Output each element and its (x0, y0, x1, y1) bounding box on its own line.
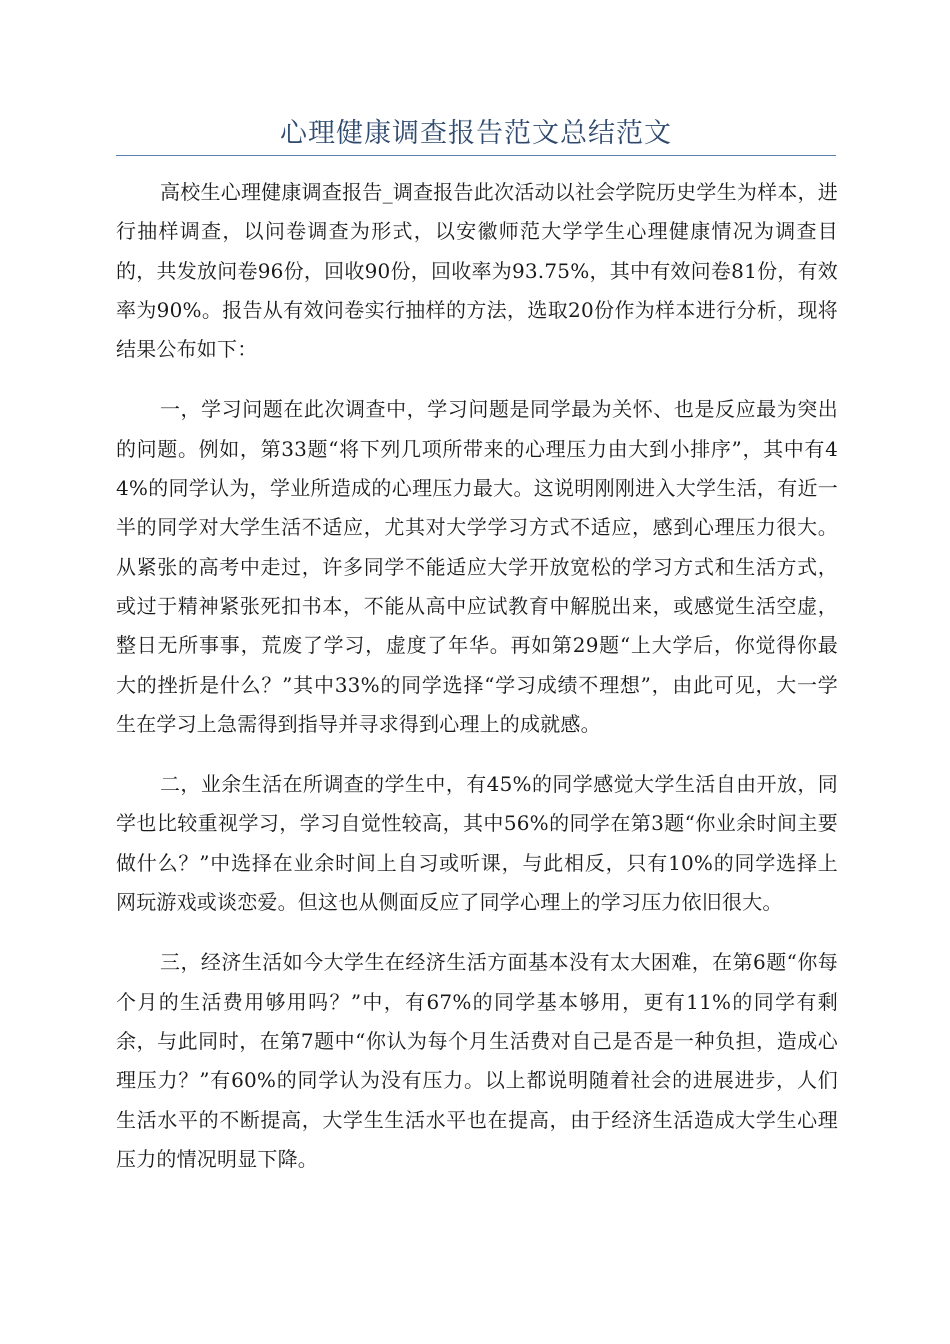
document-body (116, 173, 838, 1200)
paragraph-economic-life: 三，经济生活如今大学生在经济生活方面基本没有太大困难，在第6题“你每个月的生活费用够用吗？”中，有67%的同学基本够用，更有11%的同学有剩余，与此同时，在第7题中“你认为每个月生活费对自己是否是一种负担，造成心理压力？”有60%的同学认为没有压力。以上都说明随着社会的进展进步，人们生活水平的不断提高，大学生生活水平也在提高，由于经济生活造成大学生心理压力的情况明显下降。 (116, 950, 838, 1171)
paragraph-study-problems: 一，学习问题在此次调查中，学习问题是同学最为关怀、也是反应最为突出的问题。例如，第33题“将下列几项所带来的心理压力由大到小排序”，其中有44%的同学认为，学业所造成的心理压力最大。这说明刚刚进入大学生活，有近一半的同学对大学生活不适应，尤其对大学学习方式不适应，感到心理压力很大。从紧张的高考中走过，许多同学不能适应大学开放宽松的学习方式和生活方式，或过于精神紧张死扣书本，不能从高中应试教育中解脱出来，或感觉生活空虚，整日无所事事，荒废了学习，虚度了年华。再如第29题“上大学后，你觉得你最大的挫折是什么？”其中33%的同学选择“学习成绩不理想”，由此可见，大一学生在学习上急需得到指导并寻求得到心理上的成就感。 (116, 397, 838, 736)
document-title: 心理健康调查报告范文总结范文 (280, 118, 672, 149)
paragraph-leisure-life: 二，业余生活在所调查的学生中，有45%的同学感觉大学生活自由开放，同学也比较重视学习，学习自觉性较高，其中56%的同学在第3题“你业余时间主要做什么？”中选择在业余时间上自习或听课，与此相反，只有10%的同学选择上网玩游戏或谈恋爱。但这也从侧面反应了同学心理上的学习压力依旧很大。 (116, 772, 838, 915)
title-underline (116, 155, 836, 156)
paragraph-intro: 高校生心理健康调查报告_调查报告此次活动以社会学院历史学生为样本，进行抽样调查，以问卷调查为形式，以安徽师范大学学生心理健康情况为调查目的，共发放问卷96份，回收90份，回收率为93.75%，其中有效问卷81份，有效率为90%。报告从有效问卷实行抽样的方法，选取20份作为样本进行分析，现将结果公布如下： (116, 180, 838, 362)
